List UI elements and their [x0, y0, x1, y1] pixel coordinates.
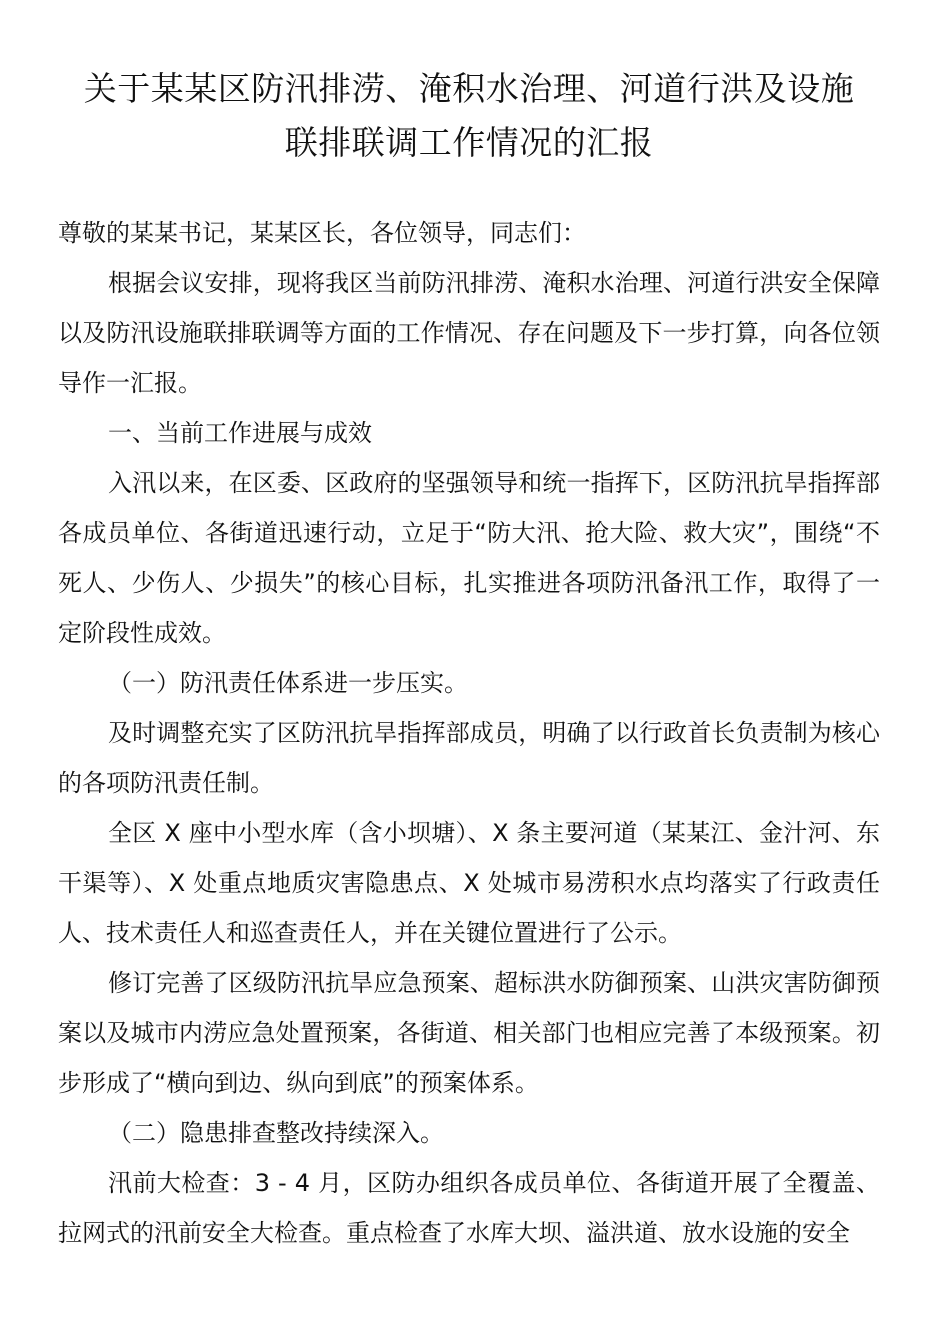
paragraph-overview: 入汛以来，在区委、区政府的坚强领导和统一指挥下，区防汛抗旱指挥部各成员单位、各街道迅速行动，立足于“防大汛、抢大险、救大灾”，围绕“不死人、少伤人、少损失”的核心目标，扎实推进各项防汛备汛工作，取得了一定阶段性成效。 [58, 469, 880, 647]
section-heading-1: 一、当前工作进展与成效 [108, 419, 372, 447]
subsection-heading-2: （二）隐患排查整改持续深入。 [108, 1119, 444, 1147]
title-line-1: 关于某某区防汛排涝、淹积水治理、河道行洪及设施 [83, 69, 855, 108]
salutation: 尊敬的某某书记，某某区长，各位领导，同志们： [58, 219, 586, 247]
paragraph-responsible-persons: 全区 X 座中小型水库（含小坝塘）、X 条主要河道（某某江、金汁河、东干渠等）、X 处重点地质灾害隐患点、X 处城市易涝积水点均落实了行政责任人、技术责任人和巡查责任人，并在关键位置进行了公示。 [58, 819, 880, 947]
paragraph-responsibility: 及时调整充实了区防汛抗旱指挥部成员，明确了以行政首长负责制为核心的各项防汛责任制。 [58, 719, 880, 797]
paragraph-contingency-plans: 修订完善了区级防汛抗旱应急预案、超标洪水防御预案、山洪灾害防御预案以及城市内涝应急处置预案，各街道、相关部门也相应完善了本级预案。初步形成了“横向到边、纵向到底”的预案体系。 [58, 969, 880, 1097]
document-page [58, 62, 880, 1258]
paragraph-intro: 根据会议安排，现将我区当前防汛排涝、淹积水治理、河道行洪安全保障以及防汛设施联排联调等方面的工作情况、存在问题及下一步打算，向各位领导作一汇报。 [58, 269, 880, 397]
document-body [58, 208, 880, 1258]
subsection-heading-1: （一）防汛责任体系进一步压实。 [108, 669, 468, 697]
document-title [58, 62, 880, 170]
title-line-2: 联排联调工作情况的汇报 [284, 123, 654, 162]
paragraph-pre-flood-inspection: 汛前大检查：3 - 4 月，区防办组织各成员单位、各街道开展了全覆盖、拉网式的汛前安全大检查。重点检查了水库大坝、溢洪道、放水设施的安全 [58, 1169, 880, 1247]
